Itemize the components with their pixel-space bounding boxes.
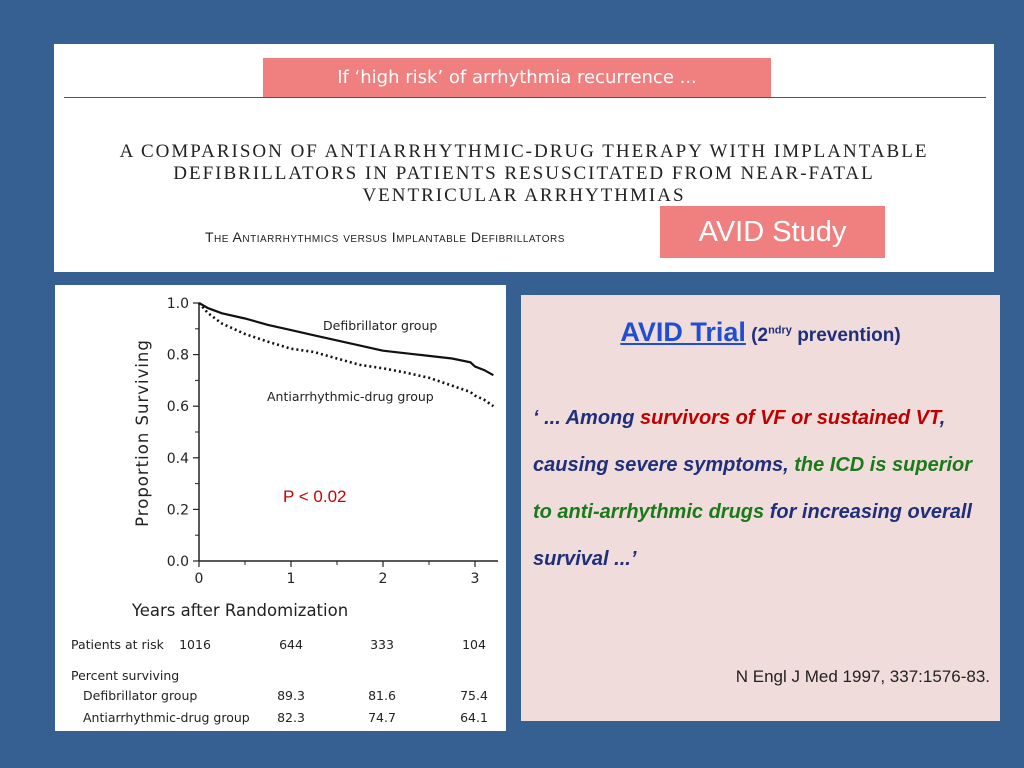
paper-subtitle: The Antiarrhythmics versus Implantable Defibrillators — [205, 229, 565, 245]
trial-qualifier-open: (2 — [751, 325, 769, 346]
trial-qualifier-sup: ndry — [768, 324, 792, 337]
defib-row-value-3: 75.4 — [460, 688, 488, 703]
y-tick-label: 0.0 — [166, 554, 189, 570]
patients-at-risk-0: 1016 — [179, 637, 211, 652]
defib-row-value-2: 81.6 — [368, 688, 396, 703]
paper-title — [74, 141, 974, 207]
quote-part-2: survivors of VF or sustained VT — [640, 407, 940, 429]
divider-line — [64, 97, 986, 98]
y-tick-label: 1.0 — [166, 296, 189, 312]
x-tick-label: 1 — [286, 571, 296, 587]
y-tick-label: 0.8 — [166, 347, 189, 364]
quote-part-3: , causing severe symptoms, — [533, 407, 946, 476]
paper-title-line-3: VENTRICULAR ARRHYTHMIAS — [362, 185, 686, 206]
study-header-panel — [54, 44, 994, 272]
x-tick-label: 3 — [470, 571, 480, 587]
y-tick-label: 0.2 — [166, 502, 189, 519]
quote-part-5: for increasing overall survival ...’ — [533, 501, 972, 570]
trial-summary-panel — [521, 295, 1000, 721]
antiarrhythmic-series-label: Antiarrhythmic-drug group — [267, 389, 434, 404]
patients-at-risk-3: 104 — [462, 637, 486, 652]
defib-row-value-1: 89.3 — [277, 688, 305, 703]
defib-row-label: Defibrillator group — [83, 688, 198, 703]
trial-qualifier — [751, 325, 900, 346]
trial-name: AVID Trial — [620, 317, 746, 347]
percent-surviving-label: Percent surviving — [71, 668, 180, 683]
patients-at-risk-1: 644 — [279, 637, 303, 652]
risk-banner: If ‘high risk’ of arrhythmia recurrence ... — [263, 58, 771, 97]
y-tick-label: 0.6 — [166, 399, 189, 416]
p-value-annotation: P < 0.02 — [283, 487, 347, 506]
drug-row-label: Antiarrhythmic-drug group — [83, 710, 250, 725]
y-axis-title: Proportion Surviving — [133, 339, 152, 527]
quote-part-1: ‘ ... Among — [533, 407, 641, 429]
citation: N Engl J Med 1997, 337:1576-83. — [735, 667, 990, 686]
x-tick-label: 2 — [378, 571, 388, 587]
drug-row-value-1: 82.3 — [277, 710, 305, 725]
trial-heading — [521, 317, 1000, 348]
quote-part-4: the ICD is superior to anti-arrhythmic drugs — [533, 454, 973, 523]
patients-at-risk-2: 333 — [370, 637, 394, 652]
paper-title-line-2: DEFIBRILLATORS IN PATIENTS RESUSCITATED FROM NEAR-FATAL — [173, 163, 875, 184]
y-tick-label: 0.4 — [166, 450, 189, 467]
x-tick-label: 0 — [194, 571, 204, 587]
patients-at-risk-label: Patients at risk — [71, 637, 164, 652]
drug-row-value-2: 74.7 — [368, 710, 396, 725]
avid-study-badge: AVID Study — [660, 206, 885, 258]
trial-qualifier-close: prevention) — [791, 325, 901, 346]
drug-row-value-3: 64.1 — [460, 710, 488, 725]
trial-quote — [533, 395, 993, 583]
x-axis-title: Years after Randomization — [131, 601, 349, 620]
risk-table — [55, 285, 506, 731]
survival-chart-panel — [55, 285, 506, 731]
defibrillator-series-label: Defibrillator group — [323, 318, 438, 333]
paper-title-line-1: A COMPARISON OF ANTIARRHYTHMIC-DRUG THERAPY WITH IMPLANTABLE — [119, 141, 929, 162]
